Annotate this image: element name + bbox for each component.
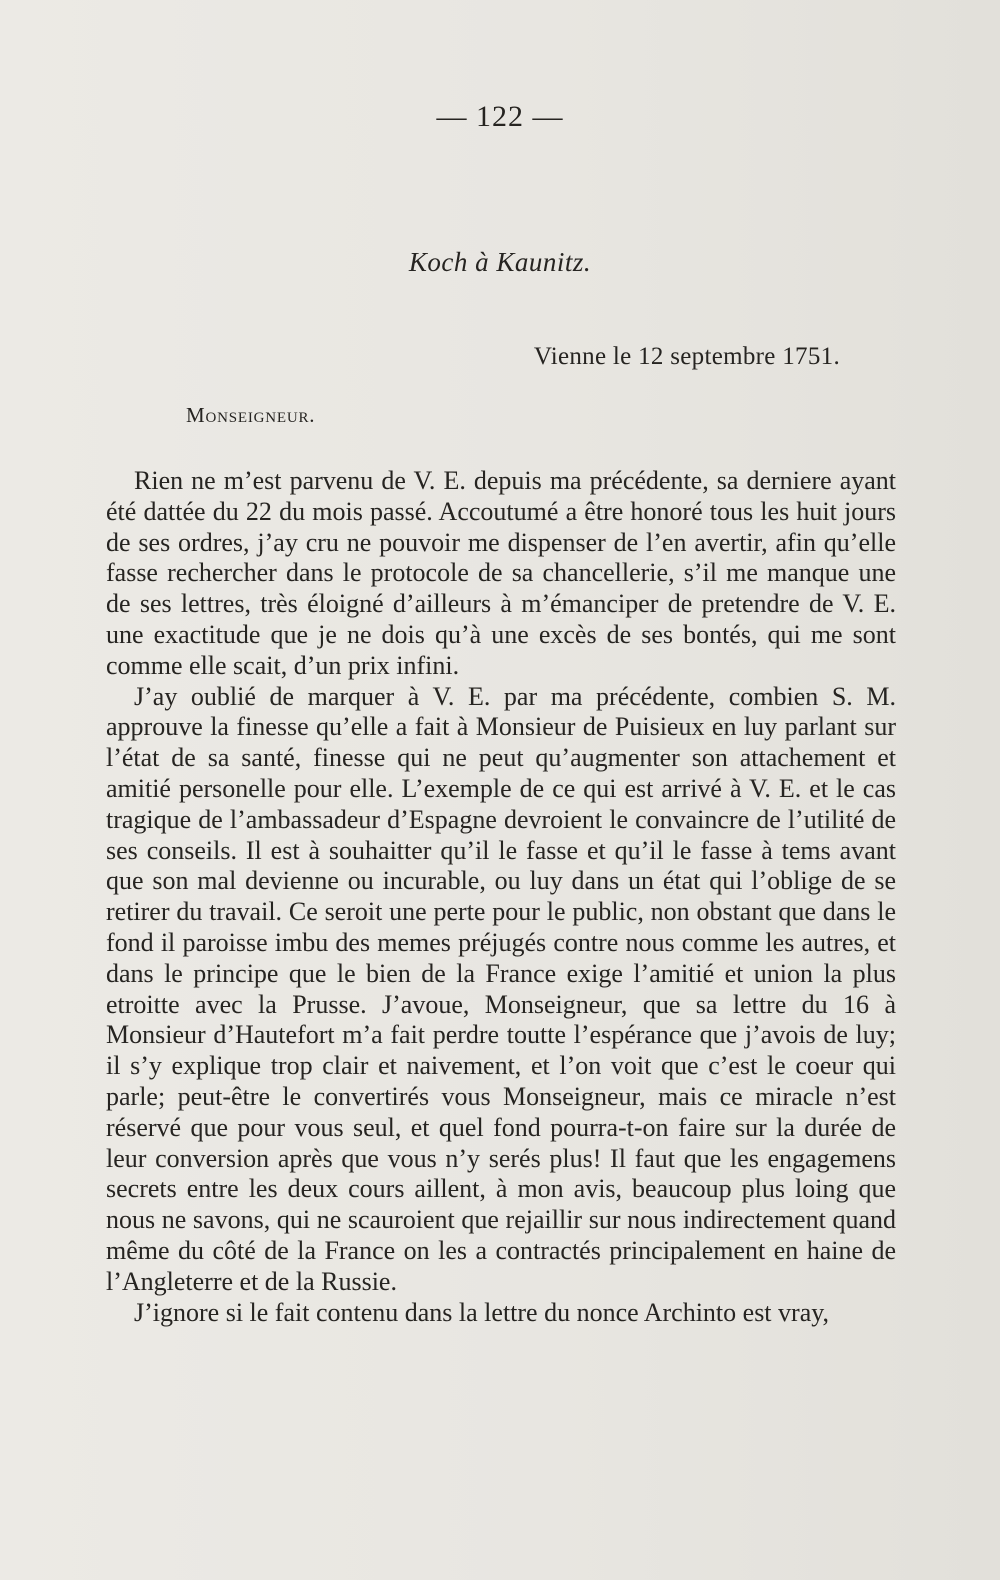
page-number: — 122 —: [436, 100, 564, 133]
letter-dateline: Vienne le 12 septembre 1751.: [533, 343, 840, 370]
letter-heading: Koch à Kaunitz.: [408, 247, 592, 277]
letter-body: [106, 466, 896, 1328]
paragraph-1: Rien ne m’est parvenu de V. E. depuis ma précédente, sa derniere ayant été dattée du 22 du mois passé. Accoutumé a être honoré tous les huit jours de ses ordres, j’ay cru ne pouvoir me dispenser de l’en avertir, afin qu’elle fasse rechercher dans le protocole de sa chancellerie, s’il me manque une de ses lettres, très éloigné d’ailleurs à m’émanciper de pretendre de V. E. une exactitude que je ne dois qu’à une excès de ses bontés, qui me sont comme elle scait, d’un prix infini.: [106, 466, 896, 680]
paragraph-3: J’ignore si le fait contenu dans la lettre du nonce Archinto est vray,: [134, 1297, 830, 1327]
paragraph-2: J’ay oublié de marquer à V. E. par ma précédente, combien S. M. approuve la finesse qu’elle a fait à Monsieur de Puisieux en luy parlant sur l’état de sa santé, finesse qui ne peut qu’augmenter son attachement et amitié personelle pour elle. L’exemple de ce qui est arrivé à V. E. et le cas tragique de l’ambassadeur d’Espagne devroient le convaincre de l’utilité de ses conseils. Il est à souhaitter qu’il le fasse et qu’il le fasse à tems avant que son mal devienne ou incurable, ou luy dans un état qui l’oblige de se retirer du travail. Ce seroit une perte pour le public, non obstant que dans le fond il paroisse imbu des memes préjugés contre nous comme les autres, et dans le principe que le bien de la France exige l’amitié et union la plus etroitte avec la Prusse. J’avoue, Monseigneur, que sa lettre du 16 à Monsieur d’Hautefort m’a fait perdre toutte l’espérance que j’avois de luy; il s’y explique trop clair et naivement, et l’on voit que c’est le coeur qui parle; peut-être le convertirés vous Monseigneur, mais ce miracle n’est réservé que pour vous seul, et quel fond pourra-t-on faire sur la durée de leur conversion après que vous n’y serés plus! Il faut que les engagemens secrets entre les deux cours aillent, à mon avis, beaucoup plus loing que nous ne savons, qui ne scauroient que rejaillir sur nous indirectement quand même du côté de la France on les a contractés principalement en haine de l’Angleterre et de la Russie.: [106, 681, 896, 1296]
letter-salutation: Monseigneur.: [186, 403, 316, 427]
